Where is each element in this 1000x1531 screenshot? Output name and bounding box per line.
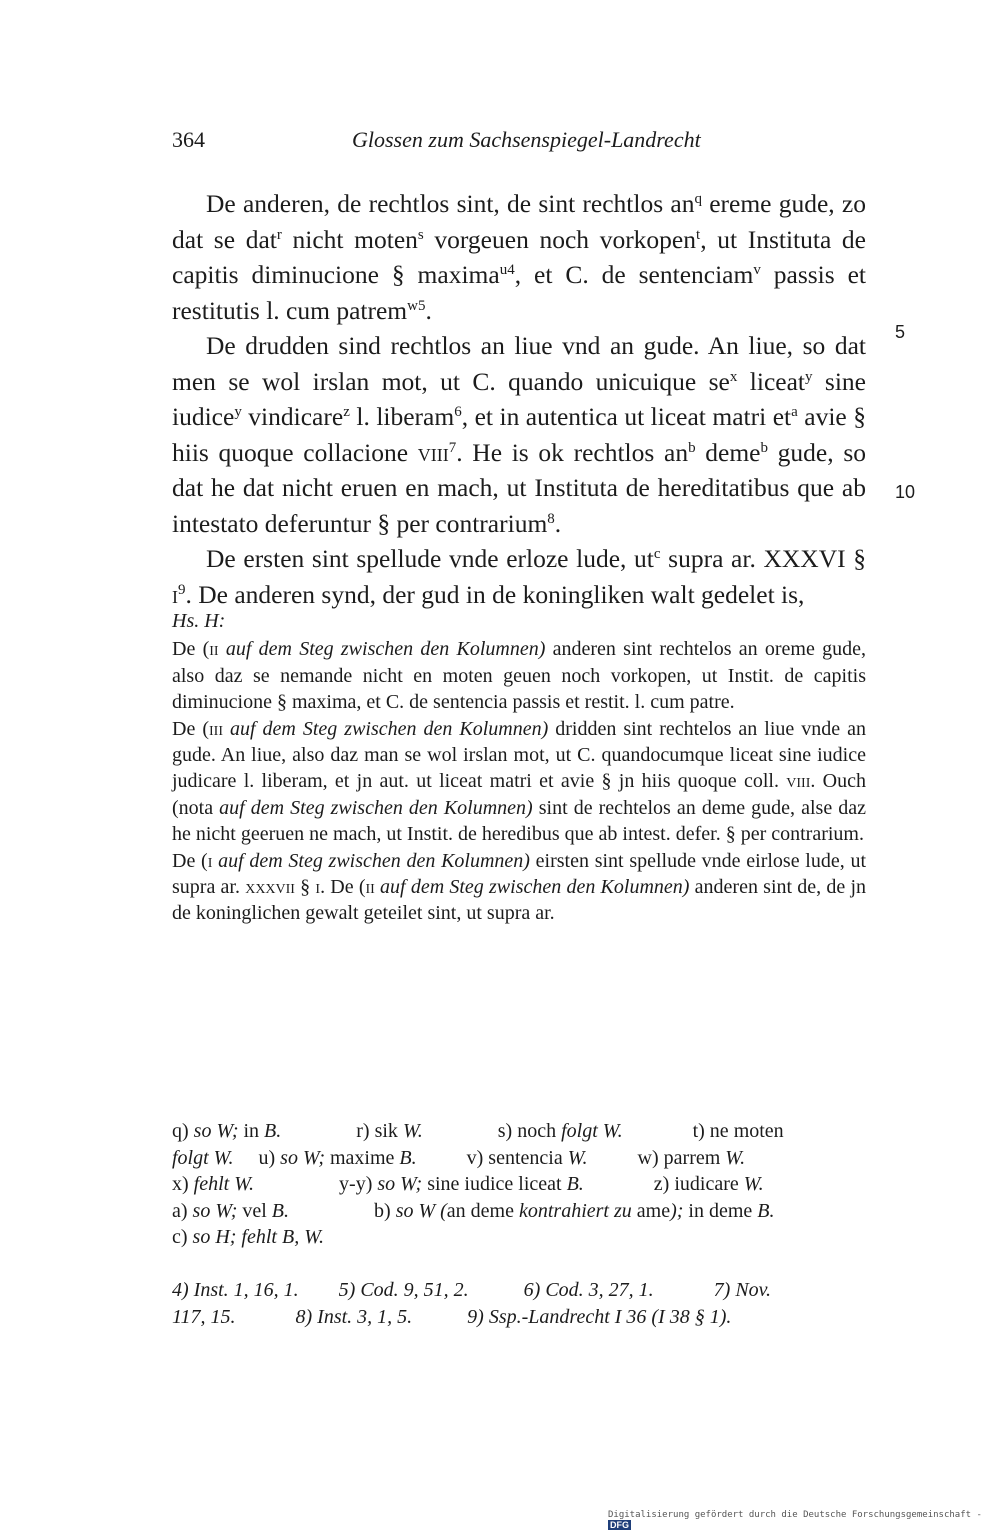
editorial-note: auf dem Steg zwischen den Kolumnen) xyxy=(212,849,530,872)
italic-run: folgt W. xyxy=(561,1120,623,1142)
apparatus-line-1 xyxy=(172,1118,866,1145)
line-number-5: 5 xyxy=(895,322,906,342)
text-run: . xyxy=(554,508,562,538)
dfg-credit xyxy=(608,1510,1000,1531)
italic-run: B. xyxy=(264,1120,282,1142)
text-run: ereme gude, zo dat se dat xyxy=(172,189,866,254)
source-references xyxy=(172,1277,866,1330)
note-marker: y xyxy=(805,368,813,385)
text-run: vorgeuen noch vorkopen xyxy=(423,224,697,254)
italic-run: so W; xyxy=(280,1146,325,1169)
text-run: l. liberam xyxy=(349,402,455,431)
italic-run: kontrahiert zu xyxy=(518,1199,632,1222)
page-number: 364 xyxy=(172,127,205,152)
roman-numeral: xxxvii xyxy=(245,876,295,899)
note-marker: y xyxy=(234,404,242,420)
text-run: dridden sint rechtelos an liue vnde an gude. An liue, also daz man se wol irslan mot, ut C. quandocumque liceat sine iudice judicare l. liberam, et jn aut. ut liceat matri et avie § jn hiis quoque coll. xyxy=(172,717,867,793)
note-marker: t xyxy=(696,226,701,243)
text-run: , et C. de sentenciam xyxy=(514,260,754,289)
source-line-2 xyxy=(172,1304,866,1331)
text-run: x) xyxy=(172,1173,194,1195)
italic-run: so W ( xyxy=(395,1199,447,1222)
note-marker: u4 xyxy=(499,262,515,278)
dfg-credit-text: Digitalisierung gefördert durch die Deutsche Forschungsgemeinschaft - xyxy=(608,1510,982,1520)
text-run: s) noch xyxy=(422,1120,562,1142)
roman-numeral: iii xyxy=(209,717,223,740)
text-run: nota xyxy=(178,796,214,819)
text-run: sine iudice liceat xyxy=(422,1173,567,1195)
italic-run: W. xyxy=(402,1120,423,1142)
text-run: eirsten sint spellude vnde eirlose lude, ut supra ar. xyxy=(172,849,867,899)
text-run: w) parrem xyxy=(587,1146,726,1169)
dfg-logo: DFG xyxy=(610,1520,629,1530)
note-marker: 6 xyxy=(454,404,462,420)
gloss-section xyxy=(172,608,866,927)
text-run: sint de rechtelos an deme gude, alse daz he nicht geeruen ne mach, ut Instit. de heredibus que ab intest. defer. § per contrarium. xyxy=(172,796,867,846)
note-marker: x xyxy=(729,368,738,385)
italic-run: B. xyxy=(757,1199,775,1222)
text-run: gude, so dat he dat nicht eruen en mach, ut Instituta de hereditatibus que ab intestato deferuntur § per contrarium xyxy=(172,437,866,538)
source-line-1 xyxy=(172,1277,866,1304)
text-run: De xyxy=(172,638,203,661)
gloss-paragraph-2 xyxy=(172,716,866,848)
text-run: . Ouch xyxy=(810,770,866,793)
text-run: z) iudicare xyxy=(583,1173,744,1195)
roman-numeral: viii xyxy=(786,770,811,793)
italic-run: B. xyxy=(399,1146,417,1169)
editorial-note: auf dem Steg zwischen den Kolumnen) xyxy=(223,717,549,740)
text-run: deme xyxy=(695,437,761,467)
text-run: ame xyxy=(631,1199,671,1222)
italic-run: W. xyxy=(725,1146,746,1169)
text-run: , et in autentica ut liceat matri et xyxy=(461,402,792,431)
italic-run: so W; xyxy=(192,1199,238,1222)
main-text xyxy=(172,186,866,612)
note-marker: z xyxy=(343,404,350,420)
italic-run: 4) Inst. 1, 16, 1. 5) Cod. 9, 51, 2. 6) Cod. 3, 27, 1. 7) Nov. xyxy=(172,1279,772,1301)
note-marker: s xyxy=(417,226,424,243)
text-run: supra ar. XXXVI § xyxy=(660,544,866,573)
roman-numeral: ii xyxy=(365,876,375,899)
text-run: maxime xyxy=(324,1146,400,1169)
text-run: ( xyxy=(172,796,179,819)
text-run: anderen sint rechtelos an oreme gude, also daz se nemande nicht en moten geuen noch vorkopen, ut Instit. de capitis diminucione § maxima, et C. de sentencia passis et restit. l. cum patre. xyxy=(172,638,866,714)
apparatus-line-5 xyxy=(172,1224,866,1251)
italic-run: so H; fehlt B, W. xyxy=(192,1226,325,1248)
note-marker: b xyxy=(688,439,696,456)
running-title: Glossen zum Sachsenspiegel-Landrecht xyxy=(352,127,701,152)
text-run: ( xyxy=(202,717,209,740)
roman-numeral: ii xyxy=(209,638,219,661)
text-run: anderen sint de, de jn de koninglichen gewalt geteilet sint, ut supra ar. xyxy=(172,876,867,925)
gloss-paragraph-1 xyxy=(172,636,866,715)
italic-run: folgt W. xyxy=(172,1146,234,1169)
text-run: De xyxy=(172,717,203,740)
editorial-note: auf dem Steg zwischen den Kolumnen) xyxy=(213,796,533,819)
text-run: t) ne moten xyxy=(622,1120,784,1142)
note-marker: w5 xyxy=(407,297,426,314)
apparatus-line-3 xyxy=(172,1171,866,1198)
text-run: . De anderen synd, der gud in de koningliken walt gedelet is, xyxy=(185,579,805,609)
text-run: De drudden sind rechtlos an liue vnd an gude. An liue, so dat men se wol irslan mot, ut C. quando unicuique se xyxy=(172,331,866,396)
text-run: in xyxy=(238,1120,265,1142)
text-run: y-y) xyxy=(254,1173,378,1195)
text-run: ( xyxy=(201,849,208,872)
text-run: v) sentencia xyxy=(416,1146,568,1169)
italic-run: W. xyxy=(567,1146,588,1169)
text-run: a) xyxy=(172,1199,193,1222)
text-run: passis et restitutis l. cum patrem xyxy=(172,260,866,325)
note-marker: a xyxy=(791,404,798,420)
paragraph-3 xyxy=(172,541,866,612)
text-run: avie § hiis quoque collacione xyxy=(172,402,866,467)
apparatus-line-2 xyxy=(172,1145,866,1172)
note-marker: b xyxy=(760,439,768,456)
gloss-heading: Hs. H: xyxy=(172,610,226,632)
note-marker: r xyxy=(276,226,282,243)
italic-run: 117, 15. 8) Inst. 3, 1, 5. 9) Ssp.-Landrecht I 36 (I 38 § 1). xyxy=(172,1305,732,1328)
roman-numeral: i xyxy=(315,876,321,899)
text-run: nicht moten xyxy=(281,224,418,254)
roman-numeral: viii xyxy=(417,437,449,467)
paragraph-1 xyxy=(172,186,866,328)
text-run: b) xyxy=(289,1199,396,1222)
note-marker: v xyxy=(753,262,761,278)
note-marker: 7 xyxy=(448,439,457,456)
text-run: . He is ok rechtlos an xyxy=(456,437,689,467)
text-run: c) xyxy=(172,1226,193,1248)
note-marker: q xyxy=(694,191,702,207)
line-number-10: 10 xyxy=(895,482,916,502)
italic-run: fehlt W. xyxy=(193,1173,255,1195)
italic-run: B. xyxy=(566,1173,584,1195)
editorial-note: auf dem Steg zwischen den Kolumnen) xyxy=(374,876,690,899)
text-run: . xyxy=(425,295,432,325)
italic-run: W. xyxy=(743,1173,764,1195)
italic-run: so W; xyxy=(193,1120,239,1142)
text-run: r) sik xyxy=(281,1120,403,1142)
text-run: ( xyxy=(202,638,210,661)
text-run: De ersten sint spellude vnde erloze lude, ut xyxy=(206,544,654,573)
text-run: vel xyxy=(237,1199,272,1222)
critical-apparatus xyxy=(172,1118,866,1251)
note-marker: c xyxy=(653,546,661,562)
text-run: in deme xyxy=(683,1199,758,1222)
paragraph-2 xyxy=(172,328,866,541)
text-run: De anderen, de rechtlos sint, de sint rechtlos an xyxy=(206,189,695,218)
editorial-note: auf dem Steg zwischen den Kolumnen) xyxy=(218,638,546,661)
italic-run: B. xyxy=(271,1199,290,1222)
text-run: . De xyxy=(320,876,359,899)
roman-numeral: i xyxy=(207,849,213,872)
note-marker: 8 xyxy=(547,510,555,527)
text-run: De xyxy=(172,849,202,872)
text-run: vindicare xyxy=(241,402,344,431)
text-run: q) xyxy=(172,1120,194,1142)
text-run: u) xyxy=(233,1146,281,1169)
italic-run: so W; xyxy=(377,1173,423,1195)
gloss-paragraph-3 xyxy=(172,848,866,927)
text-run: ( xyxy=(358,876,366,899)
italic-run: ); xyxy=(670,1199,684,1222)
text-run: , ut Instituta de capitis diminucione § maxima xyxy=(172,224,866,289)
apparatus-line-4 xyxy=(172,1198,866,1225)
text-run: an deme xyxy=(446,1199,519,1222)
text-run: liceat xyxy=(737,366,805,396)
text-run: sine iudice xyxy=(172,366,866,431)
note-marker: 9 xyxy=(178,581,186,598)
roman-numeral: i xyxy=(172,579,178,609)
text-run: § xyxy=(294,876,316,899)
